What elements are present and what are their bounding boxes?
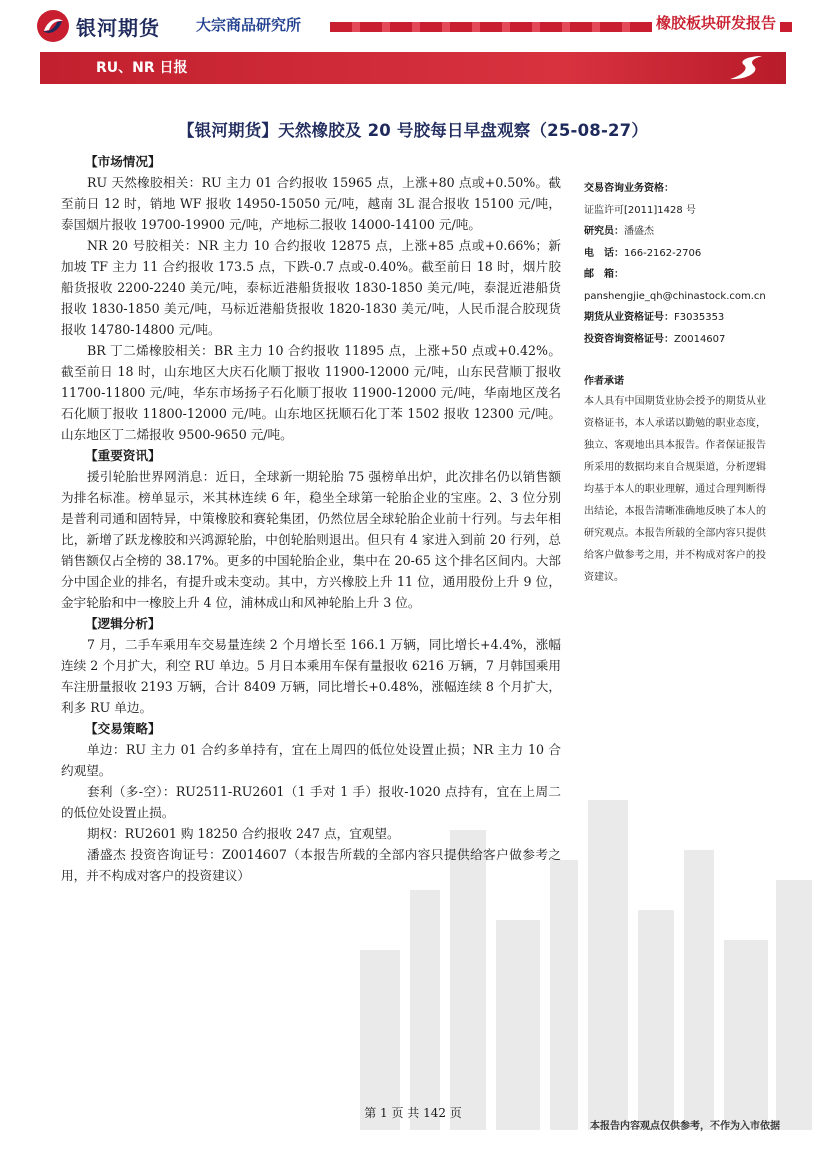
section-heading-news: 【重要资讯】: [85, 448, 161, 463]
paragraph-news: 援引轮胎世界网消息：近日，全球新一期轮胎 75 强榜单出炉，此次排名仍以销售额为排名标准。榜单显示，米其林连续 6 年，稳坐全球第一轮胎企业的宝座。2、3 位分别是普利司通和固特异，中策橡胶和赛轮集团，仍然位居全球轮胎企业前十行列。与去年相比，新增了跃龙橡胶和兴鸿源轮胎，中创轮胎则退出。但只有 4 家进入到前 20 行列，总销售额仅占全榜的 38.17%。更多的中国轮胎企业，集中在 20-65 这个排名区间内。大部分中国企业的排名，有提升或未变动。其中，方兴橡胶上升 11 位，通用股份上升 9 位，金宇轮胎和中一橡胶上升 4 位，浦林成山和风神轮胎上升 3 位。: [61, 469, 561, 610]
author-sidebar: [584, 178, 774, 350]
banner: [40, 52, 786, 84]
company-logo: [36, 9, 160, 43]
institute-name: 大宗商品研究所: [196, 16, 302, 34]
phone-label: 电 话：: [584, 247, 624, 259]
main-content: [61, 151, 561, 886]
section-heading-market: 【市场情况】: [85, 154, 161, 169]
header-rule: [330, 22, 642, 32]
paragraph-logic: 7 月，二手车乘用车交易量连续 2 个月增长至 166.1 万辆，同比增长+4.4%，涨幅连续 2 个月扩大，利空 RU 单边。5 月日本乘用车保有量报收 6216 万辆，7 月韩国乘用车注册量报收 2193 万辆，合计 8409 万辆，同比增长+0.48%，涨幅连续 8 个月扩大，利多 RU 单边。: [61, 637, 561, 715]
author-promise-title: 作者承诺: [584, 376, 624, 387]
report-header: [0, 0, 826, 92]
paragraph-arbitrage: 套利（多-空）：RU2511-RU2601（1 手对 1 手）报收-1020 点持有，宜在上周二的低位处设置止损。: [61, 784, 561, 820]
paragraph-author-note: 潘盛杰 投资咨询证号：Z0014607（本报告所载的全部内容只提供给客户做参考之用，并不构成对客户的投资建议）: [61, 847, 561, 883]
galaxy-logo-icon: [36, 9, 70, 43]
paragraph-single: 单边：RU 主力 01 合约多单持有，宜在上周四的低位处设置止损；NR 主力 10 合约观望。: [61, 742, 561, 778]
paragraph-option: 期权：RU2601 购 18250 合约报收 247 点，宜观望。: [87, 826, 400, 841]
futures-cert-label: 期货从业资格证号：: [584, 312, 674, 323]
researcher-label: 研究员：: [584, 226, 624, 237]
report-type: 橡胶板块研发报告: [652, 12, 780, 33]
logo-text: 银河期货: [76, 15, 160, 40]
phone-value: 166-2162-2706: [624, 247, 702, 259]
report-title: 【银河期货】天然橡胶及 20 号胶每日早盘观察（25-08-27）: [177, 121, 649, 140]
section-heading-strategy: 【交易策略】: [85, 721, 161, 736]
footer-disclaimer: 本报告内容观点仅供参考，不作为入市依据: [590, 1121, 780, 1132]
researcher-name: 潘盛杰: [624, 226, 654, 237]
paragraph-ru: RU 天然橡胶相关：RU 主力 01 合约报收 15965 点，上涨+80 点或+0.50%。截至前日 12 时，销地 WF 报收 14950-15050 元/吨，越南 3L 混合报收 15100 元/吨，泰国烟片报收 19700-19900 元/吨，产地标二报收 14000-14100 元/吨。: [61, 175, 561, 232]
page-number: 第 1 页 共 142 页: [364, 1106, 462, 1120]
qualification-label: 交易咨询业务资格：: [584, 183, 674, 194]
qualification-value: 证监许可[2011]1428 号: [584, 204, 696, 216]
email-label: 邮 箱：: [584, 269, 624, 280]
paragraph-nr: NR 20 号胶相关：NR 主力 10 合约报收 12875 点，上涨+85 点或+0.66%；新加坡 TF 主力 11 合约报收 173.5 点，下跌-0.7 点或-0.40%。截至前日 18 时，烟片胶船货报收 2200-2240 美元/吨，泰标近港船货报收 1830-1850 美元/吨，泰混近港船货报收 1830-1850 美元/吨，马标近港船货报收 1820-1830 美元/吨，人民币混合胶现货报收 14780-14800 元/吨。: [61, 238, 561, 337]
paragraph-br: BR 丁二烯橡胶相关：BR 主力 10 合约报收 11895 点，上涨+50 点或+0.42%。截至前日 18 时，山东地区大庆石化顺丁报收 11900-12000 元/吨，山东民营顺丁报收 11700-11800 元/吨，华东市场扬子石化顺丁报收 11900-12000 元/吨，华南地区茂名石化顺丁报收 11800-12000 元/吨。山东地区抚顺石化丁苯 1502 报收 12300 元/吨。山东地区丁二烯报收 9500-9650 元/吨。: [61, 343, 561, 442]
swoosh-icon: [716, 52, 776, 84]
banner-label: RU、NR 日报: [96, 60, 188, 76]
section-heading-logic: 【逻辑分析】: [85, 616, 161, 631]
invest-cert-label: 投资咨询资格证号：: [584, 333, 674, 345]
author-promise-text: 本人具有中国期货业协会授予的期货从业资格证书，本人承诺以勤勉的职业态度，独立、客观地出具本报告。作者保证报告所采用的数据均来自合规渠道，分析逻辑均基于本人的职业理解，通过合理判断得出结论，本报告清晰准确地反映了本人的研究观点。本报告所载的全部内容只提供给客户做参考之用，并不构成对客户的投资建议。: [584, 396, 766, 583]
invest-cert-value: Z0014607: [674, 333, 726, 345]
email-value: panshengjie_qh@chinastock.com.cn: [584, 290, 766, 302]
futures-cert-value: F3035353: [674, 312, 725, 323]
